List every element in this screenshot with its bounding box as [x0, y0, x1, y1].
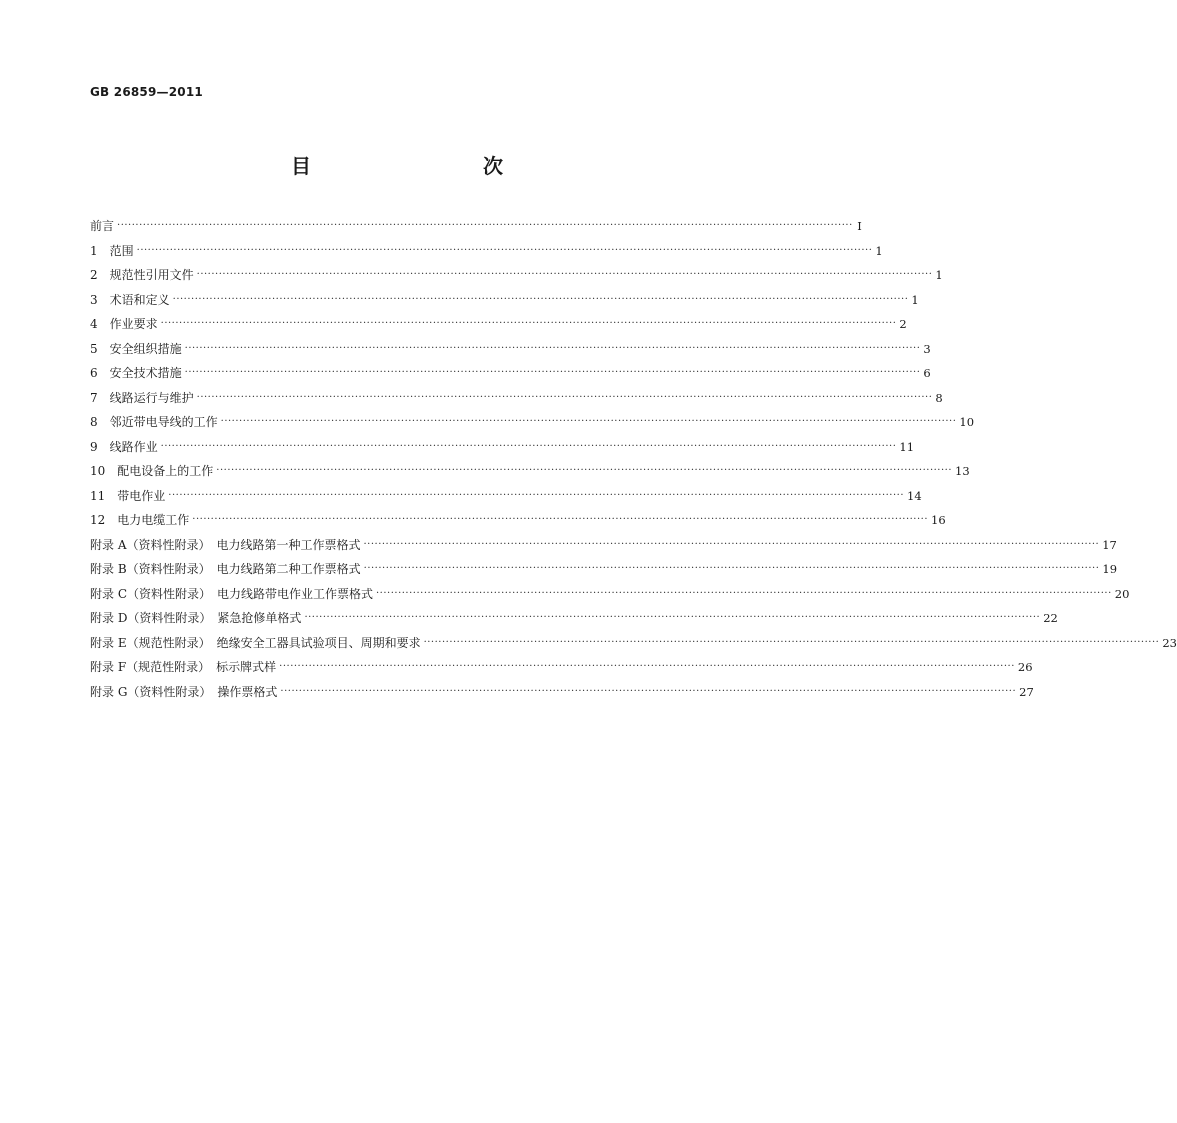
- toc-entry-label: 9 线路作业: [90, 439, 158, 454]
- toc-dot-leader: ········································································································································································································: [304, 612, 1041, 623]
- toc-dot-leader: ········································································································································································································: [136, 244, 873, 256]
- toc-entry[interactable]: [90, 288, 919, 313]
- toc-entry[interactable]: [90, 386, 943, 411]
- toc-dot-leader: ········································································································································································································: [216, 465, 953, 476]
- toc-entry-label: 12 电力电缆工作: [90, 513, 190, 527]
- page-title: 目 次: [291, 154, 547, 178]
- toc-entry-label: 附录 B（资料性附录） 电力线路第二种工作票格式: [90, 562, 361, 576]
- toc-entry-label: 附录 A（资料性附录） 电力线路第一种工作票格式: [90, 537, 361, 552]
- toc-entry[interactable]: [90, 655, 1033, 680]
- toc-dot-leader: ········································································································································································································: [423, 636, 1160, 648]
- toc-entry-page-number: 16: [931, 513, 946, 527]
- table-of-contents: [90, 214, 1177, 704]
- toc-entry-page-number: 13: [955, 464, 970, 478]
- toc-entry-label: 附录 D（资料性附录） 紧急抢修单格式: [90, 611, 302, 625]
- toc-entry[interactable]: [90, 459, 970, 484]
- toc-dot-leader: ········································································································································································································: [192, 514, 929, 525]
- toc-entry-page-number: 6: [923, 366, 931, 380]
- toc-entry-label: 6 安全技术措施: [90, 366, 182, 380]
- toc-dot-leader: ········································································································································································································: [280, 685, 1017, 697]
- toc-entry[interactable]: [90, 263, 943, 288]
- toc-entry-page-number: 2: [899, 317, 907, 331]
- toc-entry-label: 附录 F（规范性附录） 标示牌式样: [90, 660, 277, 674]
- toc-dot-leader: ········································································································································································································: [196, 269, 933, 280]
- toc-entry-label: 附录 G（资料性附录） 操作票格式: [90, 684, 278, 699]
- toc-entry-page-number: 1: [875, 243, 883, 258]
- toc-entry-label: 附录 C（资料性附录） 电力线路带电作业工作票格式: [90, 586, 373, 601]
- toc-entry-label: 前言: [90, 219, 115, 233]
- toc-entry-page-number: 8: [935, 390, 943, 405]
- toc-entry-label: 7 线路运行与维护: [90, 390, 194, 405]
- toc-dot-leader: ········································································································································································································: [160, 440, 897, 452]
- toc-entry[interactable]: [90, 337, 931, 362]
- toc-dot-leader: ········································································································································································································: [220, 416, 957, 427]
- toc-dot-leader: ········································································································································································································: [184, 342, 921, 354]
- toc-entry-page-number: 3: [923, 341, 931, 356]
- toc-entry-page-number: 10: [959, 415, 975, 429]
- toc-entry[interactable]: [90, 508, 946, 533]
- toc-entry-page-number: 26: [1017, 660, 1033, 674]
- toc-dot-leader: ········································································································································································································: [376, 587, 1112, 599]
- toc-entry[interactable]: [90, 631, 1177, 656]
- toc-dot-leader: ········································································································································································································: [196, 391, 933, 403]
- toc-entry-label: 8 邻近带电导线的工作: [90, 415, 218, 429]
- toc-dot-leader: ········································································································································································································: [279, 661, 1015, 672]
- toc-entry-page-number: 22: [1043, 611, 1058, 625]
- toc-entry-label: 2 规范性引用文件: [90, 268, 194, 282]
- toc-entry[interactable]: [90, 410, 975, 435]
- toc-entry[interactable]: [90, 606, 1058, 631]
- toc-entry[interactable]: [90, 582, 1130, 607]
- toc-dot-leader: ········································································································································································································: [184, 367, 921, 378]
- toc-entry[interactable]: [90, 533, 1117, 558]
- toc-entry[interactable]: [90, 312, 907, 337]
- toc-entry-page-number: 19: [1102, 562, 1118, 576]
- toc-entry-page-number: 14: [907, 488, 922, 503]
- toc-entry-label: 5 安全组织措施: [90, 341, 182, 356]
- toc-entry-label: 10 配电设备上的工作: [90, 464, 214, 478]
- toc-entry[interactable]: [90, 680, 1034, 705]
- toc-entry-page-number: 1: [935, 268, 943, 282]
- toc-entry-page-number: 11: [899, 439, 915, 454]
- toc-entry[interactable]: [90, 557, 1118, 582]
- toc-entry-page-number: 1: [911, 292, 919, 307]
- toc-entry[interactable]: [90, 435, 915, 460]
- toc-dot-leader: ········································································································································································································: [168, 489, 905, 501]
- toc-entry-label: 4 作业要求: [90, 317, 158, 331]
- toc-dot-leader: ········································································································································································································: [160, 318, 897, 329]
- toc-entry[interactable]: [90, 361, 931, 386]
- toc-entry-label: 附录 E（规范性附录） 绝缘安全工器具试验项目、周期和要求: [90, 635, 421, 650]
- toc-entry-label: 1 范围: [90, 243, 134, 258]
- toc-entry-page-number: Ⅰ: [857, 219, 862, 233]
- toc-entry-page-number: 27: [1019, 684, 1034, 699]
- standard-number-header: GB 26859—2011: [90, 85, 203, 99]
- toc-dot-leader: ········································································································································································································: [117, 220, 853, 231]
- toc-entry[interactable]: [90, 239, 883, 264]
- toc-entry-page-number: 20: [1114, 586, 1130, 601]
- toc-dot-leader: ········································································································································································································: [172, 293, 909, 305]
- toc-entry-page-number: 17: [1102, 537, 1117, 552]
- toc-entry-label: 11 带电作业: [90, 488, 166, 503]
- toc-entry[interactable]: [90, 214, 862, 239]
- toc-dot-leader: ········································································································································································································: [363, 538, 1100, 550]
- toc-entry-label: 3 术语和定义: [90, 292, 170, 307]
- toc-entry-page-number: 23: [1162, 635, 1177, 650]
- toc-dot-leader: ········································································································································································································: [363, 563, 1100, 574]
- toc-entry[interactable]: [90, 484, 922, 509]
